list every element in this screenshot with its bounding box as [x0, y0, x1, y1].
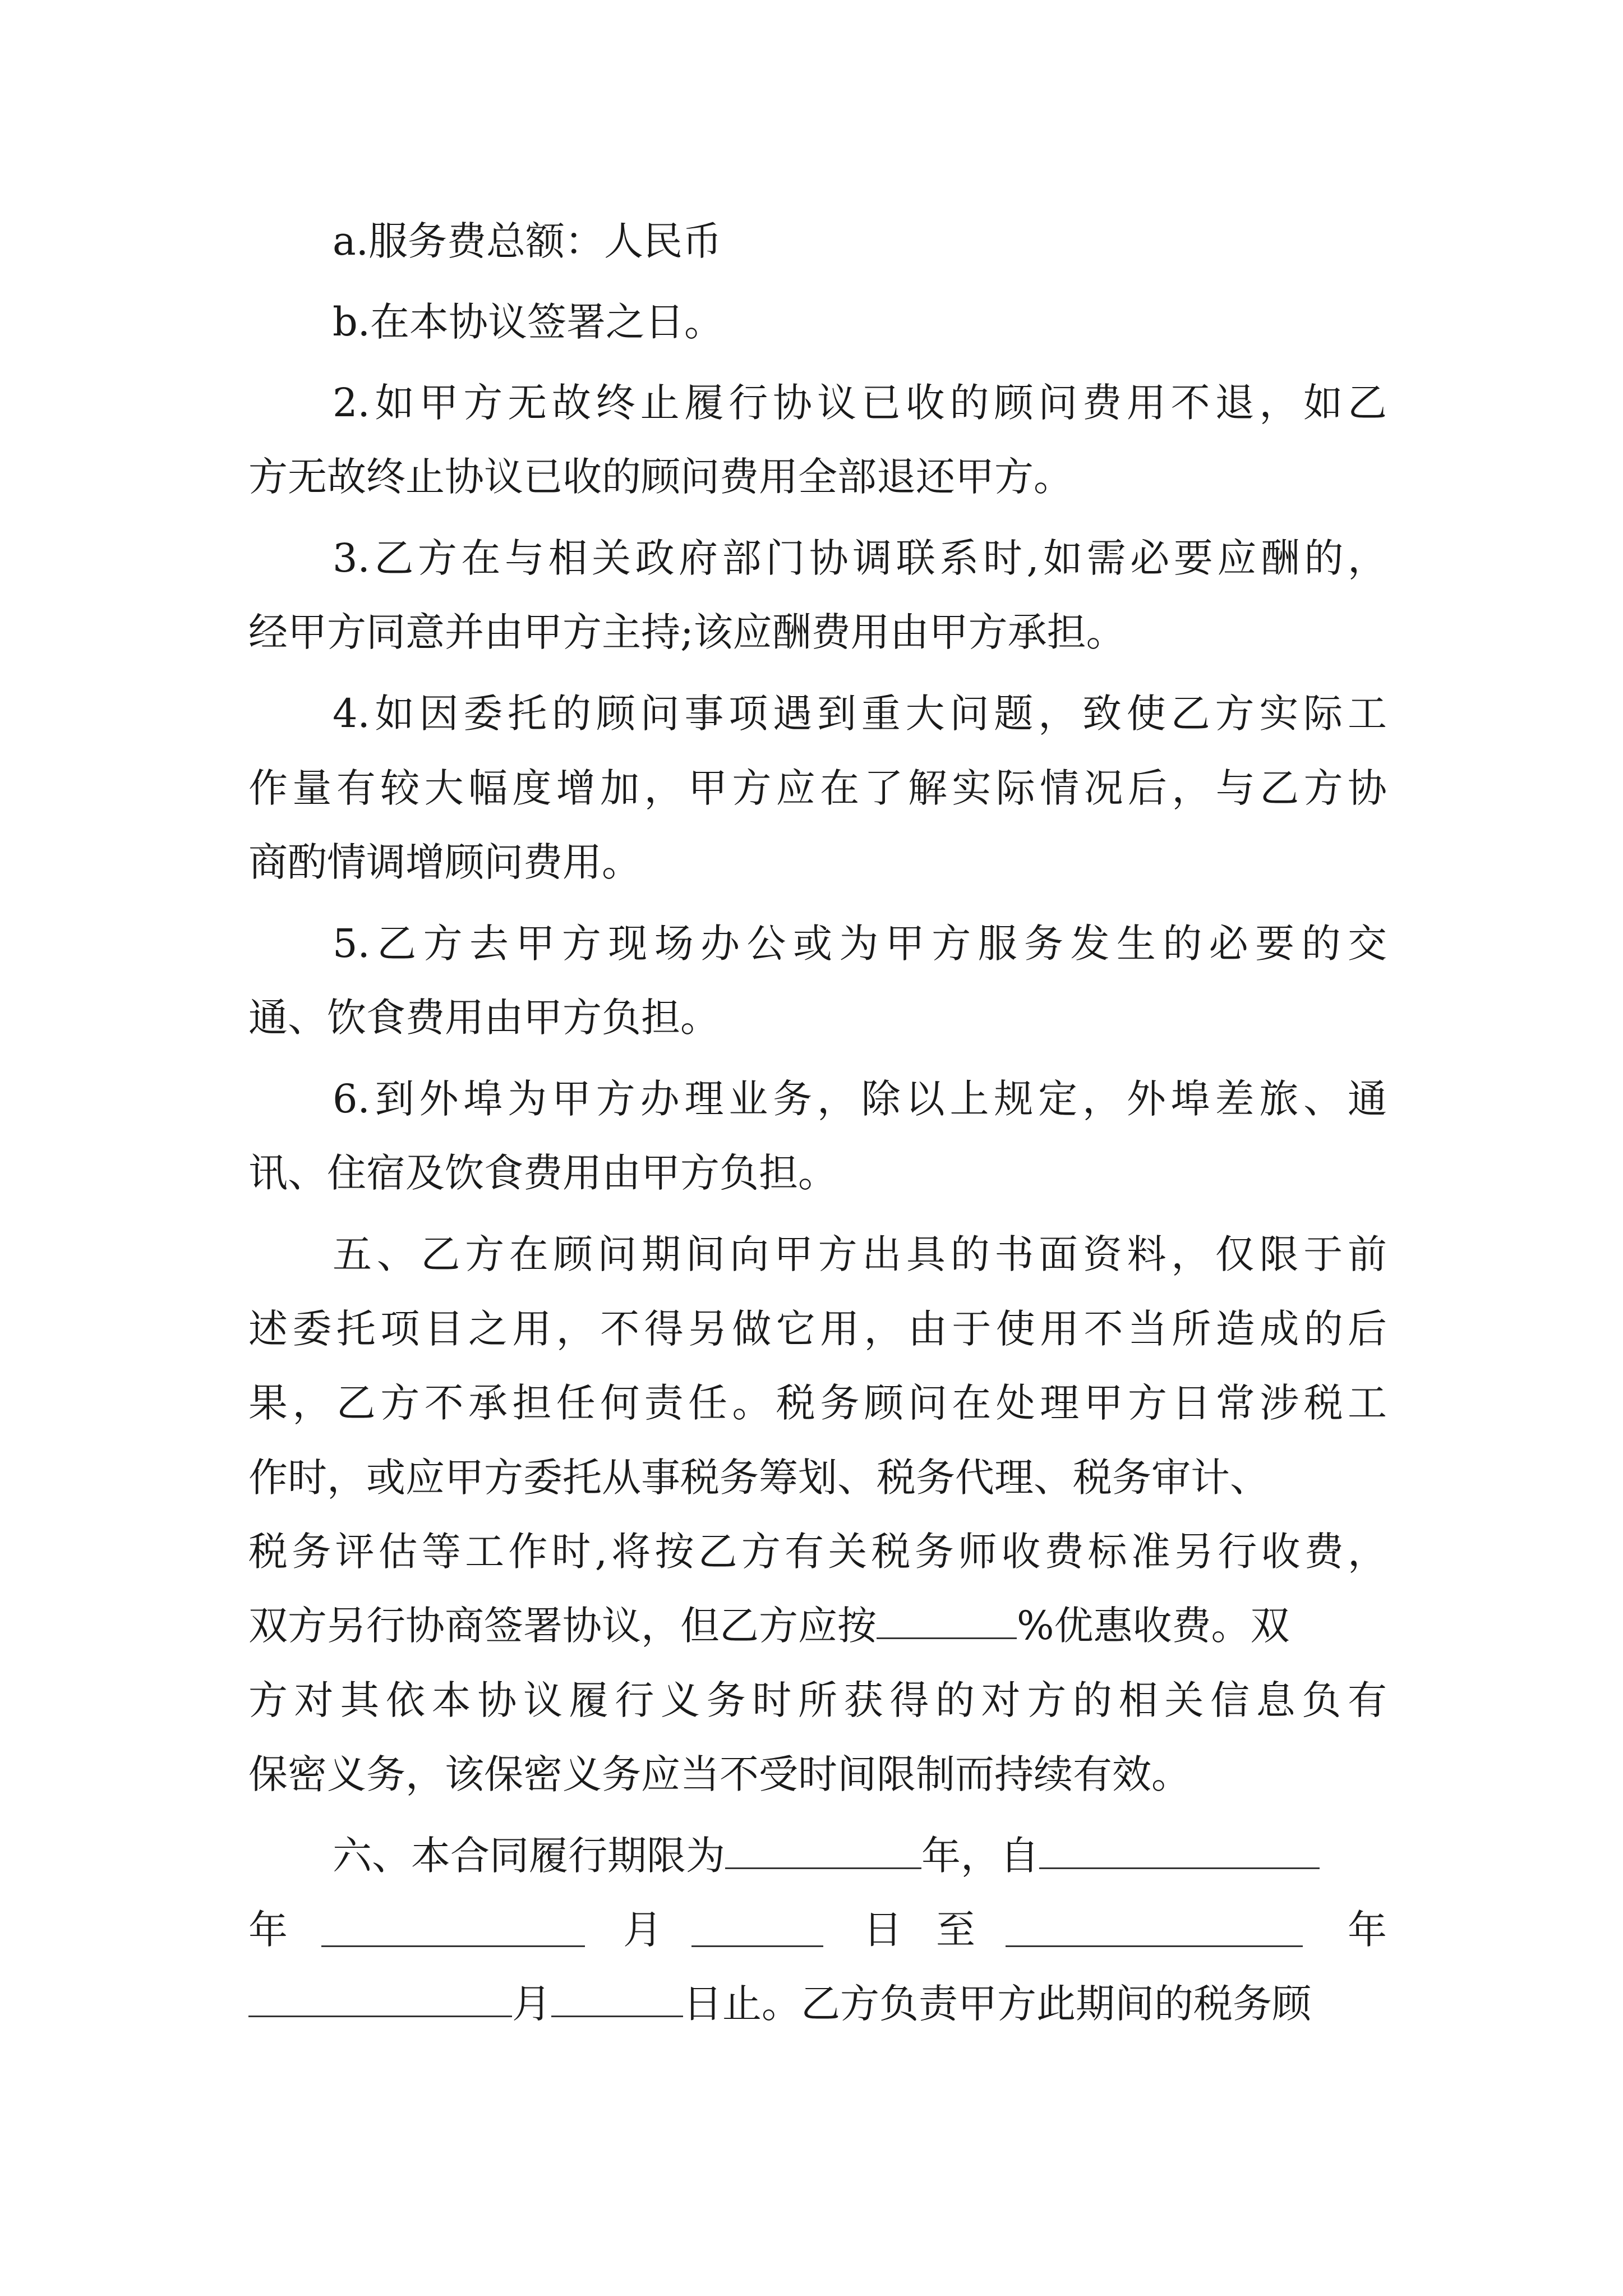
text-line: 方无故终止协议已收的顾问费用全部退还甲方。	[248, 454, 1073, 500]
text-line: 4.如因委托的顾问事项遇到重大问题，致使乙方实际工	[333, 691, 1387, 737]
text-segment: 年	[1348, 1907, 1387, 1953]
text-line: 经甲方同意并由甲方主持;该应酬费用由甲方承担。	[248, 609, 1126, 655]
text-line: b.在本协议签署之日。	[333, 299, 724, 345]
text-line: 保密义务，该保密义务应当不受时间限制而持续有效。	[248, 1751, 1191, 1797]
text-segment: %优惠收费。双	[1017, 1603, 1290, 1649]
fill-in-blank[interactable]	[877, 1604, 1017, 1639]
text-line: 2.如甲方无故终止履行协议已收的顾问费用不退，如乙	[333, 380, 1387, 426]
text-segment: 月	[623, 1907, 662, 1953]
text-line	[248, 1598, 1387, 1654]
text-line: 3.乙方在与相关政府部门协调联系时,如需必要应酬的，	[333, 535, 1387, 581]
fill-in-blank[interactable]	[1006, 1912, 1303, 1947]
text-line: 讯、住宿及饮食费用由甲方负担。	[248, 1150, 837, 1196]
text-line: 商酌情调增顾问费用。	[248, 839, 641, 885]
text-segment: 日	[863, 1907, 902, 1953]
text-line	[248, 1902, 1387, 1958]
text-line: 作时，或应甲方委托从事税务筹划、税务代理、税务审计、	[248, 1455, 1269, 1501]
fill-in-blank[interactable]	[725, 1834, 921, 1869]
fill-in-blank[interactable]	[321, 1912, 585, 1947]
text-line: 税务评估等工作时,将按乙方有关税务师收费标准另行收费，	[248, 1529, 1387, 1575]
text-segment: 至	[936, 1907, 975, 1953]
text-line	[248, 1976, 1387, 2032]
fill-in-blank[interactable]	[551, 1982, 683, 2017]
text-line: 通、饮食费用由甲方负担。	[248, 995, 720, 1041]
text-line	[333, 1828, 1387, 1884]
text-segment: 六、本合同履行期限为	[333, 1833, 725, 1879]
text-segment: 日止。乙方负责甲方此期间的税务顾	[683, 1981, 1311, 2027]
text-line: 果，乙方不承担任何责任。税务顾问在处理甲方日常涉税工	[248, 1380, 1387, 1426]
text-line: 述委托项目之用，不得另做它用，由于使用不当所造成的后	[248, 1306, 1387, 1352]
text-line: 方对其依本协议履行义务时所获得的对方的相关信息负有	[248, 1677, 1387, 1723]
text-segment: 年，自	[921, 1833, 1039, 1879]
text-segment: 双方另行协商签署协议，但乙方应按	[248, 1603, 877, 1649]
text-line: 6.到外埠为甲方办理业务，除以上规定，外埠差旅、通	[333, 1076, 1387, 1122]
text-line: a.服务费总额：人民币	[333, 218, 722, 264]
fill-in-blank[interactable]	[691, 1912, 823, 1947]
text-line: 五、乙方在顾问期间向甲方出具的书面资料，仅限于前	[333, 1231, 1387, 1277]
text-line: 作量有较大幅度增加，甲方应在了解实际情况后，与乙方协	[248, 765, 1387, 811]
text-line: 5.乙方去甲方现场办公或为甲方服务发生的必要的交	[333, 921, 1387, 967]
text-segment: 月	[512, 1981, 551, 2027]
fill-in-blank[interactable]	[248, 1982, 512, 2017]
fill-in-blank[interactable]	[1039, 1834, 1320, 1869]
text-segment: 年	[248, 1907, 288, 1953]
